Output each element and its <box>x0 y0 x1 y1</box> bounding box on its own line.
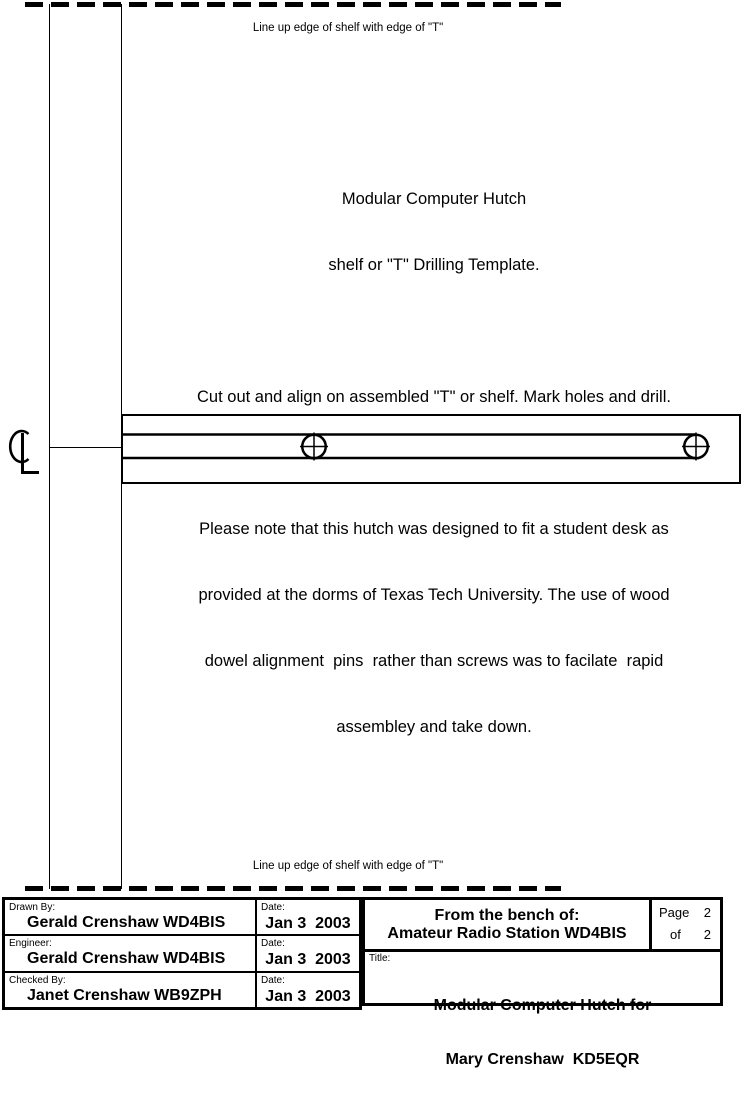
drawing-title <box>365 952 720 1105</box>
drawn-by-name: Gerald Crenshaw WD4BIS <box>27 914 226 931</box>
t-edge-slot <box>122 435 696 459</box>
shelf-drilling-drawing <box>0 395 748 505</box>
page-box <box>652 900 720 949</box>
bench-line-2: Amateur Radio Station WD4BIS <box>387 924 627 942</box>
of-number: 2 <box>703 927 711 942</box>
engineer-name: Gerald Crenshaw WD4BIS <box>27 950 226 968</box>
bottom-alignment-caption: Line up edge of shelf with edge of "T" <box>252 860 444 872</box>
drawn-by-cell <box>5 900 257 934</box>
title-box <box>365 952 720 1105</box>
checked-by-cell <box>5 973 257 1007</box>
crosshair-icon <box>300 433 328 461</box>
drawn-by-row <box>5 900 359 936</box>
of-label: of <box>670 927 681 942</box>
bench-line-1: From the bench of: <box>434 906 580 924</box>
spacer <box>122 320 746 342</box>
drawing-title-line-1: Modular Computer Hutch for <box>433 997 652 1014</box>
engineer-cell <box>5 936 257 970</box>
top-alignment-dashed-line <box>25 2 561 7</box>
heading-line-1: Modular Computer Hutch <box>341 190 527 208</box>
drawn-by-label: Drawn By: <box>9 902 56 913</box>
checked-by-name: Janet Crenshaw WB9ZPH <box>27 986 222 1004</box>
instruction-line: Cut out and align on assembled "T" or shelf. Mark holes and drill. <box>197 388 671 406</box>
date-label: Date: <box>261 974 285 986</box>
note-line-4: assembley and take down. <box>336 718 532 736</box>
note-line-1: Please note that this hutch was designed to fit a student desk as <box>199 520 669 538</box>
shelf-outline <box>122 415 740 483</box>
heading-line-2: shelf or "T" Drilling Template. <box>328 256 540 274</box>
page-of-row <box>659 927 711 942</box>
page-label: Page <box>659 905 690 920</box>
title-block-info <box>362 897 723 1068</box>
checked-by-label: Checked By: <box>9 974 66 986</box>
title-block-signatures <box>2 897 362 1010</box>
engineer-row <box>5 936 359 972</box>
drawn-by-date-cell <box>257 900 359 934</box>
note-line-2: provided at the dorms of Texas Tech University. The use of wood <box>198 586 670 604</box>
bench-and-page-row <box>365 900 720 952</box>
title-label: Title: <box>369 953 391 964</box>
engineer-date-cell <box>257 936 359 970</box>
page-number: 2 <box>703 905 711 920</box>
note-line-3: dowel alignment pins rather than screws was to facilate rapid <box>204 652 664 670</box>
date-label: Date: <box>261 902 285 913</box>
checked-by-row <box>5 973 359 1007</box>
date-value: Jan 3 2003 <box>265 915 351 932</box>
centerline-icon <box>10 431 39 473</box>
date-label: Date: <box>261 938 285 950</box>
date-value: Jan 3 2003 <box>265 987 351 1005</box>
checked-by-date-cell <box>257 973 359 1007</box>
engineer-label: Engineer: <box>9 938 52 950</box>
bench-box <box>365 900 652 949</box>
top-alignment-caption: Line up edge of shelf with edge of "T" <box>252 22 444 34</box>
drawing-title-line-2: Mary Crenshaw KD5EQR <box>445 1051 640 1068</box>
crosshair-icon <box>682 433 710 461</box>
date-value: Jan 3 2003 <box>265 951 351 969</box>
bottom-alignment-dashed-line <box>25 886 561 891</box>
page-number-row <box>659 905 711 920</box>
